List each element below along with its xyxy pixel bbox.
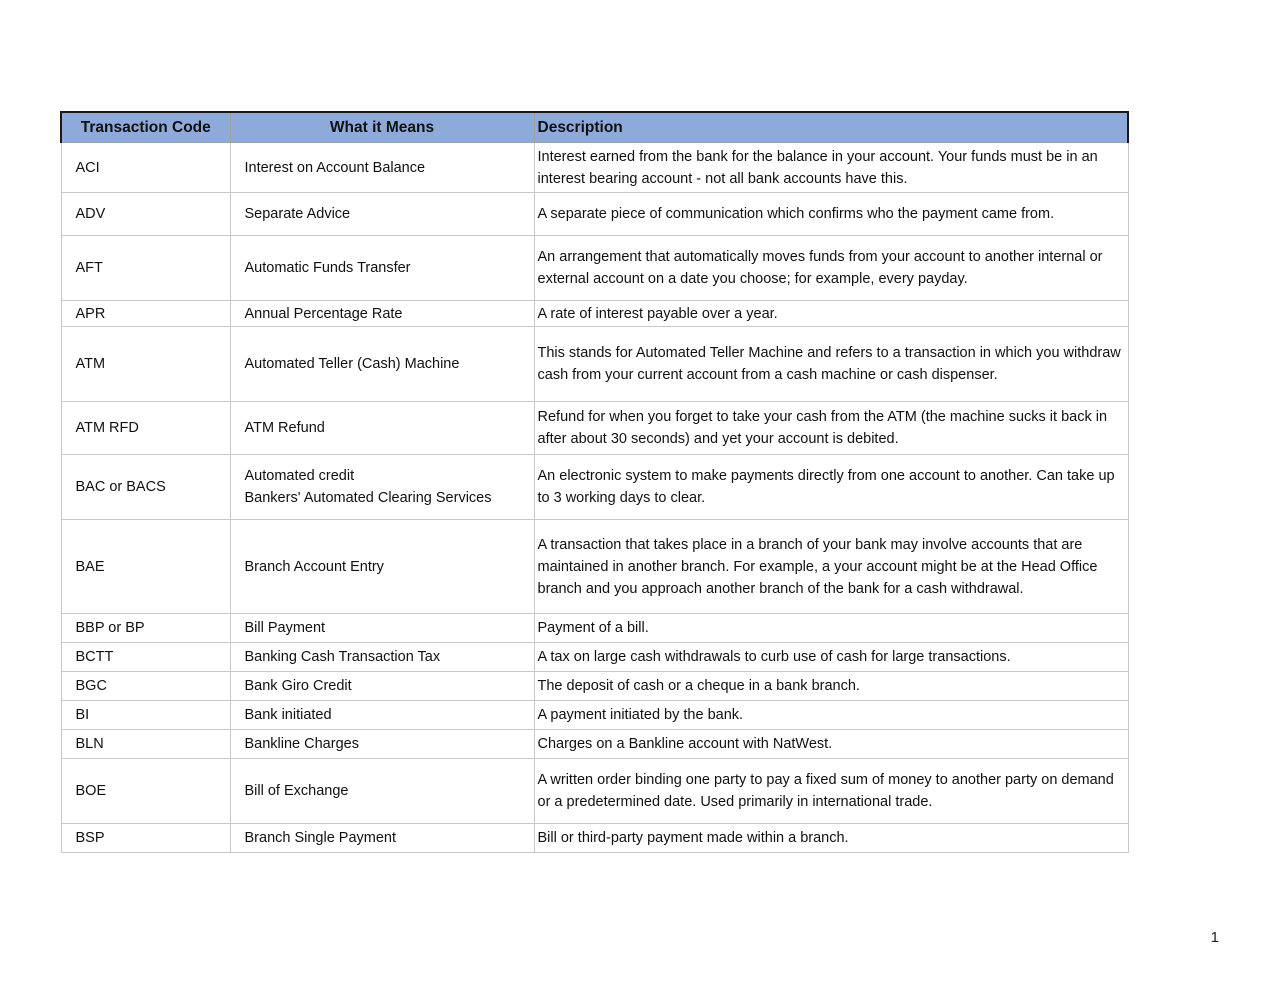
- meaning-line: Banking Cash Transaction Tax: [244, 649, 441, 665]
- cell-transaction-code: BOE: [61, 759, 230, 824]
- table-row: [61, 327, 1128, 402]
- cell-description: A transaction that takes place in a branch of your bank may involve accounts that are maintained in another branch. For example, a your account might be at the Head Office branch and you approach another branch of the bank for a cash withdrawal.: [534, 520, 1128, 614]
- table-row: [61, 614, 1128, 643]
- meaning-line: Bank Giro Credit: [244, 678, 352, 694]
- cell-description: Interest earned from the bank for the balance in your account. Your funds must be in an interest bearing account - not all bank accounts have this.: [534, 143, 1128, 193]
- meaning-line: Branch Account Entry: [244, 558, 384, 575]
- cell-transaction-code: BSP: [61, 824, 230, 853]
- cell-description: An arrangement that automatically moves funds from your account to another internal or external account on a date you choose; for example, every payday.: [534, 236, 1128, 301]
- cell-description: A rate of interest payable over a year.: [534, 301, 1128, 327]
- table-row: [61, 643, 1128, 672]
- cell-description: The deposit of cash or a cheque in a bank branch.: [534, 672, 1128, 701]
- table-row: [61, 824, 1128, 853]
- table-header-row: [61, 112, 1128, 143]
- cell-transaction-code: ADV: [61, 193, 230, 236]
- table-row: [61, 236, 1128, 301]
- cell-transaction-code: BAE: [61, 520, 230, 614]
- meaning-line: Bankline Charges: [244, 736, 359, 752]
- table-row: [61, 759, 1128, 824]
- cell-what-it-means: [230, 759, 534, 824]
- cell-what-it-means: [230, 730, 534, 759]
- table-row: [61, 143, 1128, 193]
- table-row: [61, 193, 1128, 236]
- cell-what-it-means: [230, 402, 534, 455]
- cell-description: Payment of a bill.: [534, 614, 1128, 643]
- meaning-line: Bankers' Automated Clearing Services: [244, 490, 492, 506]
- cell-description: An electronic system to make payments directly from one account to another. Can take up to 3 working days to clear.: [534, 455, 1128, 520]
- cell-what-it-means: [230, 301, 534, 327]
- header-description: Description: [534, 112, 1128, 143]
- meaning-line: Automatic Funds Transfer: [244, 260, 411, 276]
- cell-what-it-means: [230, 701, 534, 730]
- cell-transaction-code: BI: [61, 701, 230, 730]
- table-row: [61, 301, 1128, 327]
- cell-what-it-means: [230, 327, 534, 402]
- table-row: [61, 455, 1128, 520]
- transaction-codes-table: [60, 111, 1129, 853]
- cell-transaction-code: BCTT: [61, 643, 230, 672]
- cell-what-it-means: [230, 824, 534, 853]
- cell-description: Charges on a Bankline account with NatWest.: [534, 730, 1128, 759]
- page-number: 1: [1210, 929, 1219, 946]
- cell-what-it-means: [230, 672, 534, 701]
- meaning-line: Interest on Account Balance: [244, 159, 426, 176]
- meaning-line: Annual Percentage Rate: [244, 305, 403, 322]
- meaning-line: Automated Teller (Cash) Machine: [244, 356, 460, 372]
- cell-transaction-code: APR: [61, 301, 230, 327]
- cell-what-it-means: [230, 236, 534, 301]
- table-row: [61, 672, 1128, 701]
- cell-transaction-code: BAC or BACS: [61, 455, 230, 520]
- meaning-line: ATM Refund: [244, 420, 325, 436]
- cell-what-it-means: [230, 193, 534, 236]
- cell-transaction-code: BLN: [61, 730, 230, 759]
- meaning-line: Automated credit: [244, 468, 355, 484]
- cell-transaction-code: ATM: [61, 327, 230, 402]
- table-body: [61, 143, 1128, 853]
- cell-transaction-code: AFT: [61, 236, 230, 301]
- cell-what-it-means: [230, 520, 534, 614]
- cell-description: A separate piece of communication which confirms who the payment came from.: [534, 193, 1128, 236]
- cell-description: This stands for Automated Teller Machine and refers to a transaction in which you withdraw cash from your current account from a cash machine or cash dispenser.: [534, 327, 1128, 402]
- meaning-line: Bill of Exchange: [244, 783, 349, 799]
- cell-transaction-code: BGC: [61, 672, 230, 701]
- cell-description: A tax on large cash withdrawals to curb use of cash for large transactions.: [534, 643, 1128, 672]
- header-transaction-code: Transaction Code: [61, 112, 230, 143]
- cell-description: Bill or third-party payment made within a branch.: [534, 824, 1128, 853]
- meaning-line: Bank initiated: [244, 707, 332, 723]
- meaning-line: Separate Advice: [244, 206, 351, 222]
- meaning-line: Bill Payment: [244, 620, 326, 636]
- cell-transaction-code: ATM RFD: [61, 402, 230, 455]
- cell-description: A payment initiated by the bank.: [534, 701, 1128, 730]
- cell-what-it-means: [230, 455, 534, 520]
- cell-transaction-code: ACI: [61, 143, 230, 193]
- cell-what-it-means: [230, 614, 534, 643]
- cell-description: A written order binding one party to pay a fixed sum of money to another party on demand or a predetermined date. Used primarily in international trade.: [534, 759, 1128, 824]
- header-what-it-means: What it Means: [230, 112, 534, 143]
- table-row: [61, 701, 1128, 730]
- cell-what-it-means: [230, 643, 534, 672]
- cell-transaction-code: BBP or BP: [61, 614, 230, 643]
- cell-description: Refund for when you forget to take your cash from the ATM (the machine sucks it back in after about 30 seconds) and yet your account is debited.: [534, 402, 1128, 455]
- meaning-line: Branch Single Payment: [244, 830, 397, 846]
- cell-what-it-means: [230, 143, 534, 193]
- table-row: [61, 402, 1128, 455]
- table-row: [61, 520, 1128, 614]
- table-row: [61, 730, 1128, 759]
